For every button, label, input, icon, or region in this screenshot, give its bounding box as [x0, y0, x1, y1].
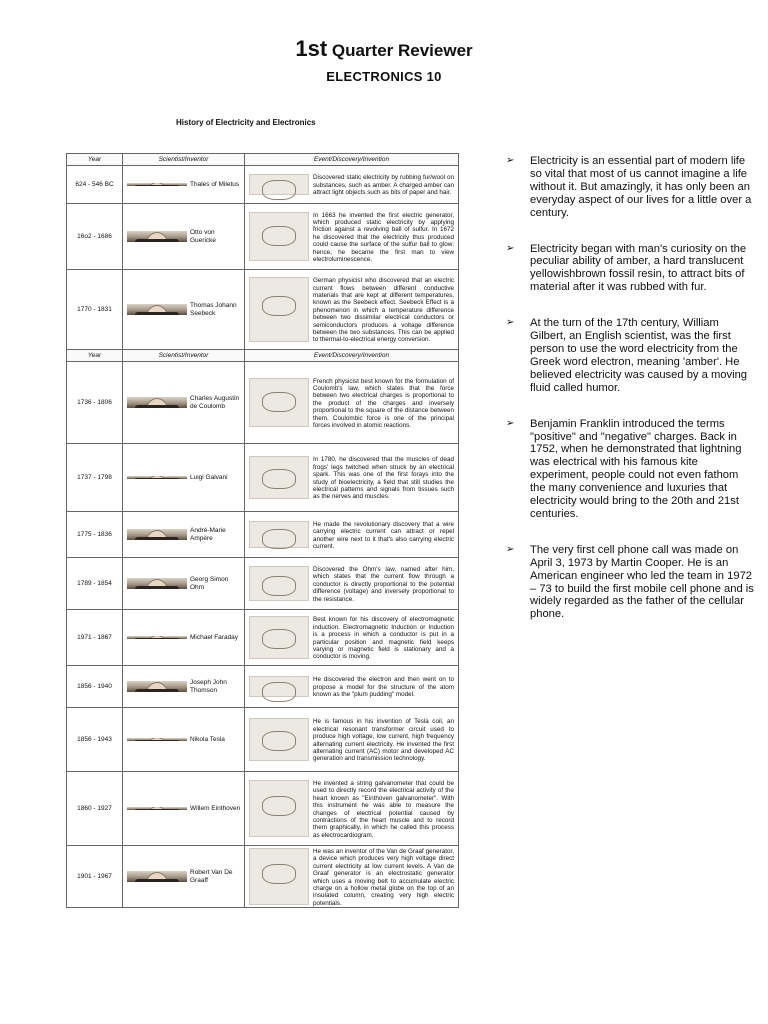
invention-illustration — [249, 848, 309, 905]
event-cell — [245, 558, 459, 610]
scientist-name: Luigi Galvani — [190, 473, 228, 481]
event-cell — [245, 772, 459, 846]
year-cell: 1860 - 1927 — [67, 772, 123, 846]
table-header-row — [67, 154, 459, 166]
table-header-row-repeat — [67, 350, 459, 362]
year-cell: 1971 - 1867 — [67, 610, 123, 666]
portrait-photo — [127, 304, 187, 315]
table-row — [67, 666, 459, 708]
event-cell — [245, 204, 459, 270]
scientist-name: Joseph John Thomson — [190, 678, 227, 694]
scientist-cell — [123, 610, 245, 666]
year-cell: 1737 - 1798 — [67, 444, 123, 512]
event-text: He is famous in his invention of Tesla coil, an electrical resonant transformer circuit used to produce high voltage, low current, high frequency alternating current electricity. He invented the first alternating current (AC) motor and developed AC generation and transmission technology. — [313, 718, 454, 763]
scientist-cell — [123, 512, 245, 558]
arrow-bullet-icon: ➢ — [506, 242, 515, 254]
scientist-cell — [123, 204, 245, 270]
scientist-name: Thomas Johann Seebeck — [190, 301, 237, 317]
event-text: He invented a string galvanometer that could be used to directly record the electrical activity of the heart known as "Einthoven galvanometer". With this instrument he was able to measure the changes of electrical potential caused by contractions of the heart muscle and to record them graphically, in which he called this process as electrocardiogram. — [313, 779, 454, 839]
year-cell: 1775 - 1836 — [67, 512, 123, 558]
year-cell: 1770 - 1831 — [67, 270, 123, 350]
page-title — [0, 36, 768, 62]
header-event: Event/Discovery/Invention — [245, 154, 459, 166]
event-cell — [245, 846, 459, 908]
year-cell: 16o2 - 1686 — [67, 204, 123, 270]
invention-illustration — [249, 174, 309, 194]
bullet-item — [506, 243, 756, 295]
event-cell — [245, 444, 459, 512]
table-row — [67, 166, 459, 204]
portrait-photo — [127, 807, 187, 811]
event-cell — [245, 512, 459, 558]
header-event: Event/Discovery/Invention — [245, 350, 459, 362]
event-text: German physicist who discovered that an electric current flows between different conductive materials that are kept at different temperatures, known as the Seebeck effect. Seebeck Effect is a phenomenon in which a temperature difference between two dissimilar electrical conductors or semiconductors produces a voltage difference between the two substances. This can be applied to thermal-to-electrical energy conversion. — [313, 277, 454, 344]
invention-illustration — [249, 456, 309, 498]
event-cell — [245, 708, 459, 772]
year-cell: 1736 - 1806 — [67, 362, 123, 444]
scientist-cell — [123, 444, 245, 512]
invention-illustration — [249, 616, 309, 658]
table-row — [67, 846, 459, 908]
scientist-cell — [123, 270, 245, 350]
scientist-cell — [123, 666, 245, 708]
bullet-text: At the turn of the 17th century, William Gilbert, an English scientist, was the first person to use the word electricity from the Greek word electron, meaning 'amber'. He believed electricity was caused by a moving fluid called humor. — [530, 317, 748, 394]
portrait-photo — [127, 231, 187, 242]
invention-illustration — [249, 212, 309, 262]
portrait-photo — [127, 636, 187, 640]
event-text: Discovered the Ohm's law, named after him, which states that the current flow through a conductor is directly proportional to the potential difference (voltage) and inversely proportional to the resistance. — [313, 565, 454, 603]
scientist-name: Michael Faraday — [190, 633, 239, 641]
scientist-name: André-Marie Ampère — [190, 526, 226, 542]
table-row — [67, 708, 459, 772]
portrait-photo — [127, 871, 187, 882]
table-row — [67, 772, 459, 846]
event-text: He was an inventor of the Van de Graaf generator, a device which produces very high voltage direct current electricity at low current levels. A Van de Graaf generator is an electrostatic generator which uses a moving belt to accumulate electric charge on a hollow metal globe on the top of an insulated column, creating very high electric potentials. — [313, 848, 454, 907]
year-cell: 1856 - 1940 — [67, 666, 123, 708]
event-text: He discovered the electron and then went on to propose a model for the structure of the atom known as the "plum pudding" model. — [313, 676, 454, 699]
portrait-photo — [127, 397, 187, 408]
scientist-name: Georg Simon Ohm — [190, 575, 229, 591]
event-text: He made the revolutionary discovery that a wire carrying electric current can attract or repel another wire next to it that's also carrying electric current. — [313, 520, 454, 550]
event-text: French physicist best known for the formulation of Coulomb's law, which states that the force between two electrical charges is proportional to the product of the charges and inversely proportional to the square of the distance between them. Coulombic force is one of the principal forces involved in atomic reactions. — [313, 377, 454, 430]
scientist-name: Charles Augustin de Coulomb — [190, 394, 240, 410]
portrait-photo — [127, 578, 187, 589]
invention-illustration — [249, 566, 309, 601]
bullet-item — [506, 544, 756, 621]
invention-illustration — [249, 780, 309, 837]
invention-illustration — [249, 521, 309, 549]
table-row — [67, 610, 459, 666]
section-heading: History of Electricity and Electronics — [176, 118, 316, 127]
scientist-cell — [123, 708, 245, 772]
table-row — [67, 512, 459, 558]
arrow-bullet-icon: ➢ — [506, 543, 515, 555]
invention-illustration — [249, 718, 309, 760]
event-text: Discovered static electricity by rubbing fur/wool on substances, such as amber. A charged amber can attract light objects such as bits of paper and hair. — [313, 174, 454, 197]
table-row — [67, 270, 459, 350]
scientist-cell — [123, 772, 245, 846]
event-text: In 1663 he invented the first electric generator, which produced static electricity by applying friction against a revolving ball of sulfur. In 1672 he discovered that the electricity thus produced could cause the surface of the sulfur ball to glow; hence, he became the first man to view electroluminescence. — [313, 211, 454, 264]
history-table — [66, 153, 459, 908]
event-cell — [245, 166, 459, 204]
scientist-cell — [123, 846, 245, 908]
portrait-photo — [127, 476, 187, 480]
bullet-text: Electricity began with man's curiosity on the peculiar ability of amber, a hard translucent yellowishbrown fossil resin, to attract bits of material after it was rubbed with fur. — [530, 242, 747, 294]
table-row — [67, 362, 459, 444]
table-row — [67, 444, 459, 512]
title-text: Quarter Reviewer — [327, 41, 473, 60]
scientist-cell — [123, 362, 245, 444]
arrow-bullet-icon: ➢ — [506, 155, 515, 166]
scientist-cell — [123, 166, 245, 204]
year-cell: 1789 - 1854 — [67, 558, 123, 610]
portrait-photo — [127, 681, 187, 692]
scientist-name: Thales of Miletus — [190, 180, 240, 188]
bullet-item — [506, 418, 756, 521]
year-cell: 1901 - 1967 — [67, 846, 123, 908]
event-cell — [245, 362, 459, 444]
header-year: Year — [67, 154, 123, 166]
arrow-bullet-icon: ➢ — [506, 317, 515, 329]
scientist-name: Nikola Tesla — [190, 735, 225, 743]
invention-illustration — [249, 676, 309, 696]
bullet-list — [506, 155, 756, 644]
title-number: 1st — [295, 36, 328, 61]
table-row — [67, 204, 459, 270]
year-cell: 624 - 546 BC — [67, 166, 123, 204]
bullet-text: Benjamin Franklin introduced the terms "positive" and "negative" charges. Back in 1752, when he demonstrated that lightning was electrical with his famous kite experiment, people could not even fathom the many convenience and luxuries that electricity would bring to the 20th and 21st centuries. — [530, 417, 742, 520]
event-cell — [245, 270, 459, 350]
bullet-item — [506, 155, 756, 220]
event-text: In 1780, he discovered that the muscles of dead frogs' legs twitched when struck by an electrical spark. This was one of the first forays into the study of bioelectricity, a field that still studies the electrical patterns and signals from tissues such as the nerves and muscles. — [313, 456, 454, 501]
bullet-text: The very first cell phone call was made on April 3, 1973 by Martin Cooper. He is an American engineer who led the team in 1972 – 73 to build the first mobile cell phone and is widely regarded as the father of the cellular phone. — [530, 543, 754, 621]
arrow-bullet-icon: ➢ — [506, 417, 515, 429]
event-cell — [245, 610, 459, 666]
bullet-text: Electricity is an essential part of modern life so vital that most of us cannot imagine a life without it. But amazingly, it has only been an everyday aspect of our lives for a little over a century. — [530, 155, 752, 219]
scientist-name: Willem Einthoven — [190, 804, 241, 812]
page-subtitle: ELECTRONICS 10 — [326, 69, 442, 84]
portrait-photo — [127, 738, 187, 742]
bullet-item — [506, 317, 756, 394]
portrait-photo — [127, 183, 187, 187]
header-year: Year — [67, 350, 123, 362]
table-row — [67, 558, 459, 610]
year-cell: 1856 - 1943 — [67, 708, 123, 772]
header-scientist: Scientist/Inventor — [123, 350, 245, 362]
scientist-name: Otto von Guericke — [190, 228, 217, 244]
event-cell — [245, 666, 459, 708]
scientist-name: Robert Van De Graaff — [190, 869, 233, 884]
header-scientist: Scientist/Inventor — [123, 154, 245, 166]
invention-illustration — [249, 277, 309, 342]
history-table-body — [67, 154, 459, 908]
scientist-cell — [123, 558, 245, 610]
portrait-photo — [127, 529, 187, 540]
event-text: Best known for his discovery of electromagnetic induction. Electromagnetic Induction or Induction is a process in which a conductor is put in a particular position and magnetic field keeps varying or magnetic field is stationary and a conductor is moving. — [313, 616, 454, 661]
invention-illustration — [249, 378, 309, 428]
